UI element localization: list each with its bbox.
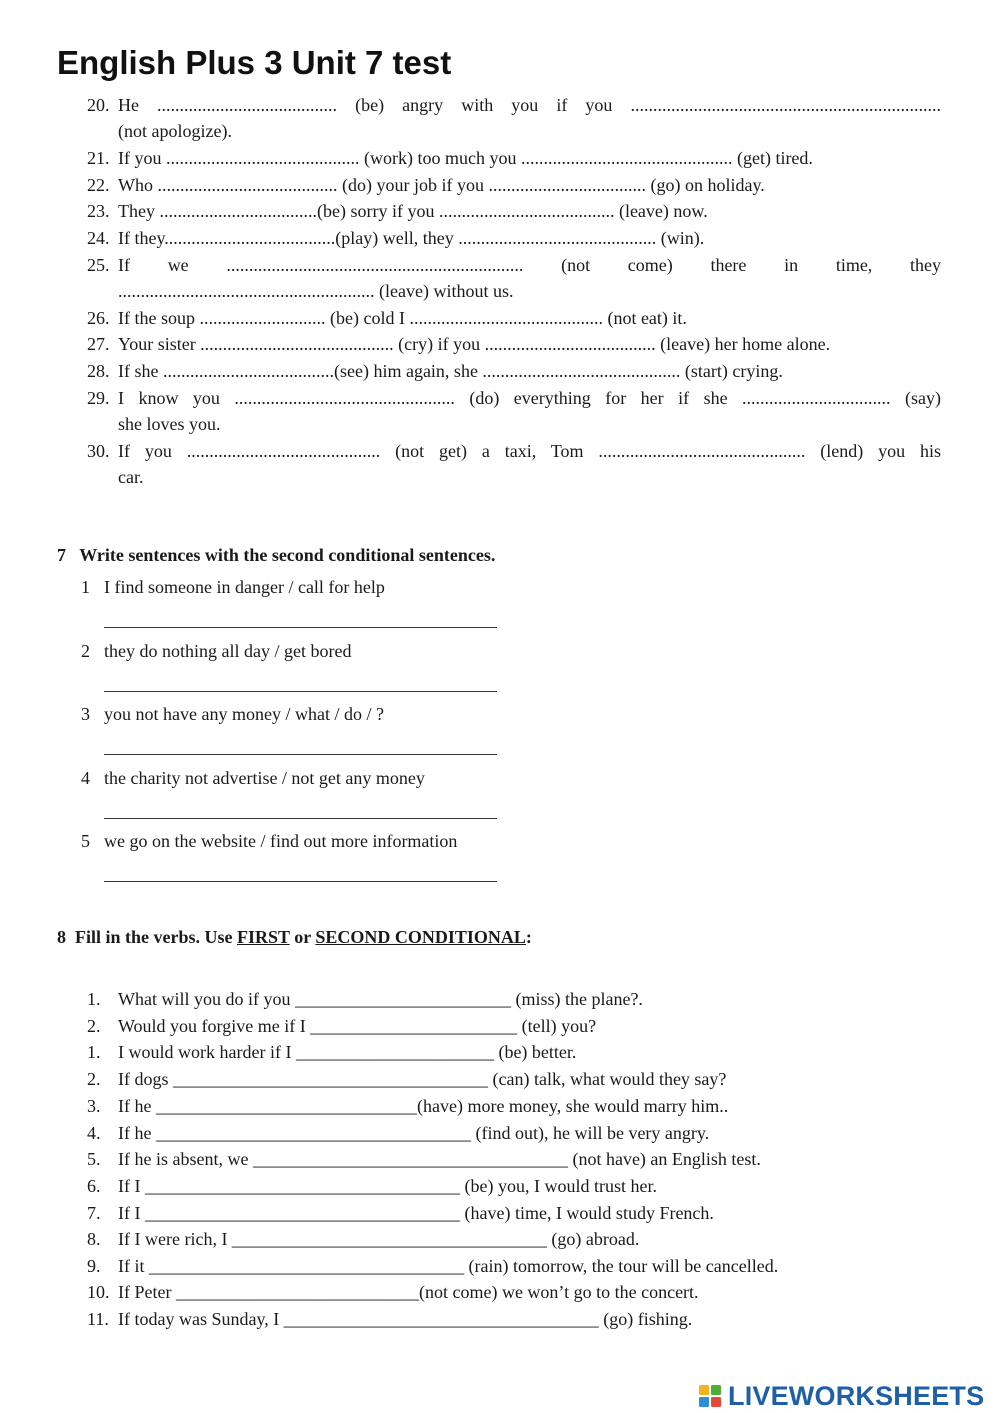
exercise-line: If you ........................................... (work) too much you ............................................... (get) tired.: [118, 148, 813, 168]
exercise-line-continued: car.: [118, 467, 144, 487]
item-number: 28.: [87, 361, 110, 381]
answer-line[interactable]: [104, 881, 497, 882]
item-number: 9.: [87, 1256, 101, 1276]
fill-in-sentence[interactable]: Would you forgive me if I _______________________ (tell) you?: [118, 1016, 597, 1036]
answer-line[interactable]: [104, 627, 497, 628]
prompt-text: the charity not advertise / not get any money: [104, 768, 425, 788]
answer-line[interactable]: [104, 818, 497, 819]
item-number: 5.: [87, 1149, 101, 1169]
item-number: 4: [81, 768, 90, 788]
item-number: 1: [81, 577, 90, 597]
exercise-line: They ...................................(be) sorry if you ....................................... (leave) now.: [118, 201, 708, 221]
section-instruction: Write sentences with the second conditional sentences.: [79, 545, 496, 565]
second-conditional-label: SECOND CONDITIONAL: [315, 927, 526, 947]
or-word: or: [289, 927, 316, 947]
item-number: 5: [81, 831, 90, 851]
fill-in-sentence[interactable]: If it ___________________________________ (rain) tomorrow, the tour will be cancelled.: [118, 1256, 779, 1276]
liveworksheets-logo: [698, 1380, 984, 1412]
item-number: 26.: [87, 308, 110, 328]
item-number: 6.: [87, 1176, 101, 1196]
fill-in-sentence[interactable]: If I ___________________________________ (be) you, I would trust her.: [118, 1176, 657, 1196]
exercise-line: If they......................................(play) well, they ............................................ (win).: [118, 228, 705, 248]
exercise-line-continued: she loves you.: [118, 414, 221, 434]
prompt-text: we go on the website / find out more information: [104, 831, 458, 851]
fill-in-sentence[interactable]: If dogs ___________________________________ (can) talk, what would they say?: [118, 1069, 727, 1089]
exercise-line: He ........................................ (be) angry with you if you .....................................................................: [118, 95, 941, 115]
item-number: 27.: [87, 334, 110, 354]
item-number: 23.: [87, 201, 110, 221]
item-number: 24.: [87, 228, 110, 248]
page-title: English Plus 3 Unit 7 test: [57, 44, 452, 81]
exercise-line: I know you ................................................. (do) everything for her if she ................................. (say): [118, 388, 941, 408]
item-number: 25.: [87, 255, 110, 275]
item-number: 10.: [87, 1282, 110, 1302]
exercise-line: Your sister ........................................... (cry) if you ...................................... (leave) her home alone.: [118, 334, 831, 354]
fill-in-sentence[interactable]: If he _____________________________(have) more money, she would marry him..: [118, 1096, 729, 1116]
exercise-line: If the soup ............................ (be) cold I ........................................... (not eat) it.: [118, 308, 687, 328]
exercise-line: If we .................................................................. (not come) there in time, they: [118, 255, 941, 275]
fill-in-sentence[interactable]: If Peter ___________________________(not come) we won’t go to the concert.: [118, 1282, 699, 1302]
brand-text: LIVEWORKSHEETS: [728, 1380, 985, 1411]
prompt-text: you not have any money / what / do / ?: [104, 704, 384, 724]
first-conditional-label: FIRST: [237, 927, 290, 947]
item-number: 8.: [87, 1229, 101, 1249]
item-number: 21.: [87, 148, 110, 168]
answer-line[interactable]: [104, 691, 497, 692]
section-number: 8: [57, 927, 66, 947]
fill-in-sentence[interactable]: If he ___________________________________ (find out), he will be very angry.: [118, 1123, 710, 1143]
item-number: 2.: [87, 1016, 101, 1036]
fill-in-sentence[interactable]: If I ___________________________________ (have) time, I would study French.: [118, 1203, 714, 1223]
fill-in-sentence[interactable]: What will you do if you ________________________ (miss) the plane?.: [118, 989, 643, 1009]
item-number: 29.: [87, 388, 110, 408]
prompt-text: they do nothing all day / get bored: [104, 641, 352, 661]
item-number: 3.: [87, 1096, 101, 1116]
item-number: 1.: [87, 1042, 101, 1062]
section-8-heading: [57, 926, 532, 948]
item-number: 7.: [87, 1203, 101, 1223]
item-number: 3: [81, 704, 90, 724]
heading-colon: :: [525, 927, 532, 947]
section-instruction: Fill in the verbs. Use: [75, 927, 237, 947]
exercise-line: If she ......................................(see) him again, she ............................................ (start) crying.: [118, 361, 783, 381]
fill-in-sentence[interactable]: If I were rich, I ___________________________________ (go) abroad.: [118, 1229, 640, 1249]
item-number: 4.: [87, 1123, 101, 1143]
item-number: 30.: [87, 441, 110, 461]
liveworksheets-icon: [698, 1384, 724, 1408]
item-number: 2.: [87, 1069, 101, 1089]
fill-in-sentence[interactable]: If he is absent, we ___________________________________ (not have) an English test.: [118, 1149, 761, 1169]
item-number: 2: [81, 641, 90, 661]
item-number: 11.: [87, 1309, 109, 1329]
exercise-line: Who ........................................ (do) your job if you ................................... (go) on holiday.: [118, 175, 765, 195]
exercise-line: If you ........................................... (not get) a taxi, Tom .............................................. (lend) you his: [118, 441, 941, 461]
section-number: 7: [57, 545, 66, 565]
prompt-text: I find someone in danger / call for help: [104, 577, 385, 597]
section-7-heading: [57, 544, 495, 566]
exercise-line-continued: ......................................................... (leave) without us.: [118, 281, 514, 301]
item-number: 22.: [87, 175, 110, 195]
fill-in-sentence[interactable]: I would work harder if I ______________________ (be) better.: [118, 1042, 577, 1062]
item-number: 1.: [87, 989, 101, 1009]
exercise-line-continued: (not apologize).: [118, 121, 232, 141]
answer-line[interactable]: [104, 754, 497, 755]
item-number: 20.: [87, 95, 110, 115]
fill-in-sentence[interactable]: If today was Sunday, I ___________________________________ (go) fishing.: [118, 1309, 693, 1329]
